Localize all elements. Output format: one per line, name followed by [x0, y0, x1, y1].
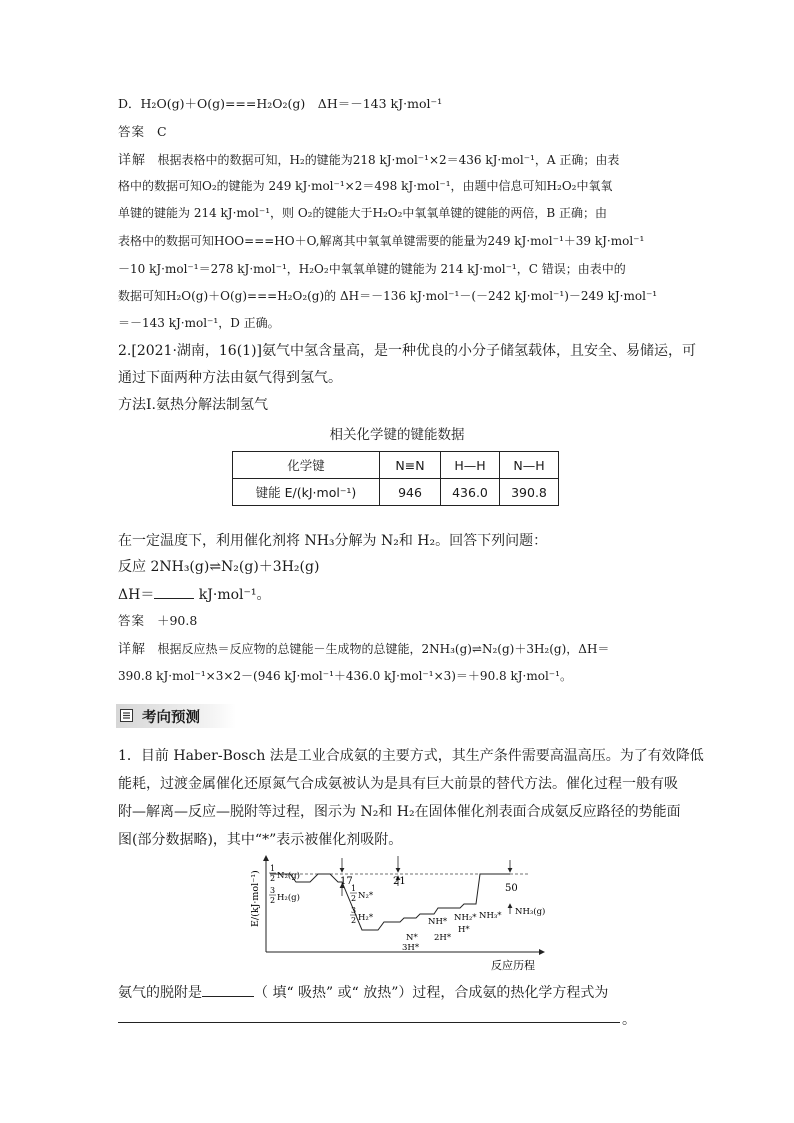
state-label: NH₂*: [454, 913, 477, 923]
answer-value: C: [156, 124, 167, 139]
q2-line-1: 2.[2021·湖南，16(1)]氨气中氢含量高，是一种优良的小分子储氢载体，且安全、易储运，可: [118, 343, 697, 359]
fraction-numerator: 1: [351, 884, 357, 893]
state-label: N₂*: [358, 891, 374, 901]
table-header-row: [233, 452, 559, 479]
equation-blank[interactable]: [118, 1022, 620, 1023]
fraction-denominator: 2: [270, 896, 276, 905]
section-title: 考向预测: [142, 710, 200, 726]
state-label: N*: [406, 933, 418, 943]
fraction-denominator: 2: [351, 894, 357, 903]
detail-line-7: ＝－143 kJ·mol⁻¹，D 正确。: [118, 316, 280, 330]
y-axis-label: E/(kJ·mol⁻¹): [250, 870, 261, 927]
q2-line-2: 通过下面两种方法由氨气得到氢气。: [118, 370, 342, 386]
detail-line-4: 表格中的数据可知HOO===HO＋O,解离其中氧氧单键需要的能量为249 kJ·mol⁻¹＋39 kJ·mol⁻¹: [118, 234, 645, 248]
table-cell: 436.0: [441, 479, 500, 506]
q3-line-1: 1．目前 Haber-Bosch 法是工业合成氨的主要方式，其生产条件需要高温高压。为了有效降低: [118, 748, 704, 764]
q2-prompt: 在一定温度下，利用催化剂将 NH₃分解为 N₂和 H₂。回答下列问题：: [118, 533, 548, 549]
heat-blank[interactable]: [202, 983, 254, 997]
fill-end: 。: [622, 1012, 636, 1028]
table-cell: 390.8: [500, 479, 559, 506]
fraction-numerator: 1: [270, 864, 276, 873]
q3-line-3: 附—解离—反应—脱附等过程，图示为 N₂和 H₂在固体催化剂表面合成氨反应路径的势能面: [118, 804, 681, 820]
answer-value: ＋90.8: [156, 613, 198, 628]
detail-line-1: 详解 根据表格中的数据可知，H₂的键能为218 kJ·mol⁻¹×2＝436 kJ·mol⁻¹，A 正确；由表: [118, 153, 620, 168]
q3-line-2: 能耗，过渡金属催化还原氮气合成氨被认为是具有巨大前景的替代方法。催化过程一般有吸: [118, 776, 678, 792]
q2-detail-line-2: 390.8 kJ·mol⁻¹×3×2－(946 kJ·mol⁻¹＋436.0 kJ·mol⁻¹×3)＝＋90.8 kJ·mol⁻¹。: [118, 669, 572, 683]
answer-label: 答案: [118, 124, 146, 139]
fraction-denominator: 2: [270, 874, 276, 883]
state-label: NH₃*: [479, 911, 502, 921]
energy-value-label: 17: [340, 876, 353, 887]
answer-label: 答案: [118, 613, 146, 628]
table-row: [233, 479, 559, 506]
potential-energy-chart: [238, 852, 558, 974]
state-label: H*: [458, 925, 470, 935]
detail-label: 详解: [118, 153, 147, 168]
table-cell: 化学键: [233, 452, 380, 479]
state-label: 2H*: [434, 933, 452, 943]
state-label: NH*: [428, 917, 448, 927]
table-cell: H—H: [441, 452, 500, 479]
fraction-denominator: 2: [351, 916, 357, 925]
section-heading: [116, 704, 236, 728]
option-d: D．H₂O(g)＋O(g)===H₂O₂(g) ΔH＝－143 kJ·mol⁻¹: [118, 96, 443, 111]
q2-reaction: 反应 2NH₃(g)⇌N₂(g)＋3H₂(g): [118, 559, 320, 575]
dh-blank[interactable]: [154, 585, 194, 599]
table-cell: N—H: [500, 452, 559, 479]
answer-line: [118, 124, 167, 140]
state-label: H₂*: [358, 913, 374, 923]
detail-line-6: 数据可知H₂O(g)＋O(g)===H₂O₂(g)的 ΔH＝－136 kJ·mol⁻¹－(－242 kJ·mol⁻¹)－249 kJ·mol⁻¹: [118, 289, 658, 303]
energy-value-label: 21: [393, 876, 406, 887]
q2-dh-line: ΔH＝ kJ·mol⁻¹。: [118, 587, 271, 603]
state-label: 3H*: [402, 943, 420, 953]
option-d-text: H₂O(g)＋O(g)===H₂O₂(g) ΔH＝－143 kJ·mol⁻¹: [140, 96, 443, 111]
detail-label: 详解: [118, 642, 147, 657]
fraction-numerator: 3: [351, 906, 357, 915]
q3-line-4: 图(部分数据略)，其中“*”表示被催化剂吸附。: [118, 832, 403, 848]
detail-line-3: 单键的键能为 214 kJ·mol⁻¹，则 O₂的键能大于H₂O₂中氧氧单键的键能的两倍，B 正确；由: [118, 206, 608, 220]
detail-line-2: 格中的数据可知O₂的键能为 249 kJ·mol⁻¹×2＝498 kJ·mol⁻¹，由题中信息可知H₂O₂中氧氧: [118, 179, 613, 193]
q2-detail-line-1: 详解 根据反应热＝反应物的总键能－生成物的总键能，2NH₃(g)⇌N₂(g)＋3H₂(g)，ΔH＝: [118, 642, 610, 657]
detail-line-5: －10 kJ·mol⁻¹＝278 kJ·mol⁻¹，H₂O₂中氧氧单键的键能为 214 kJ·mol⁻¹，C 错误；由表中的: [118, 262, 626, 276]
state-label: NH₃(g): [515, 907, 546, 917]
table-cell: 键能 E/(kJ·mol⁻¹): [233, 479, 380, 506]
bond-energy-table: [232, 451, 559, 506]
q3-fill-line: 氨气的脱附是 （ 填“ 吸热” 或“ 放热”）过程，合成氨的热化学方程式为: [118, 985, 609, 1001]
table-cell: N≡N: [380, 452, 441, 479]
fraction-numerator: 3: [270, 886, 276, 895]
table-cell: 946: [380, 479, 441, 506]
energy-value-label: 50: [505, 883, 518, 894]
notebook-icon: [120, 709, 133, 722]
state-label: N₂(g): [277, 871, 300, 881]
q2-method: 方法Ⅰ.氨热分解法制氢气: [118, 397, 268, 413]
state-label: H₂(g): [277, 893, 300, 903]
table-caption: 相关化学键的键能数据: [329, 427, 465, 443]
x-axis-label: 反应历程: [491, 959, 535, 972]
q2-answer: [118, 613, 197, 629]
